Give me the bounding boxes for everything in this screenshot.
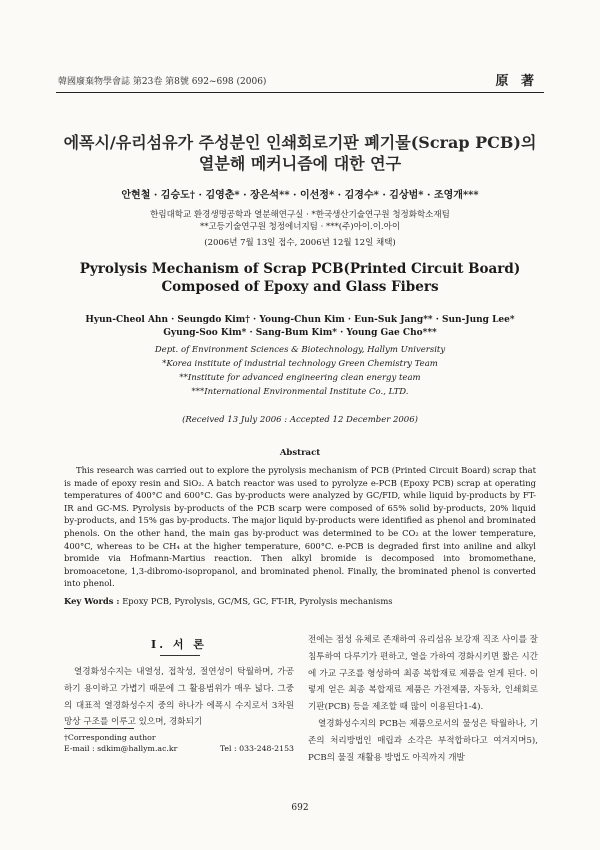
korean-title-line-1: 에폭시/유리섬유가 주성분인 인쇄회로기판 폐기물(Scrap PCB)의 [63,133,537,152]
footnote-contact [64,744,294,753]
english-affiliation-2: *Korea institute of industrial technology Green Chemistry Team [162,359,438,369]
korean-title-line-2: 열분해 메커니즘에 대한 연구 [198,154,402,173]
english-authors-line-2: Gyung-Soo Kim* · Sang-Bum Kim* · Young Gae Cho*** [163,328,437,338]
english-affiliation-4: ***International Environmental Institute Co., LTD. [191,387,409,397]
abstract-heading: Abstract [279,448,321,458]
footnote-corresponding: †Corresponding author [64,733,156,742]
english-affiliation-3: **Institute for advanced engineering clean energy team [179,373,421,383]
korean-authors: 안현철 · 김승도† · 김영춘* · 장은석** · 이선정* · 김경수* · 김상범* · 조영개*** [121,190,479,201]
header-rule [56,92,544,93]
received-dates: (Received 13 July 2006 : Accepted 12 December 2006) [182,415,418,425]
english-title [40,260,560,296]
korean-affiliation-1: 한림대학교 환경생명공학과 열분해연구실 · *한국생산기술연구원 청정화학소재팀 [150,210,450,220]
keywords-label: Key Words : [64,596,120,606]
english-affiliation-1: Dept. of Environment Sciences & Biotechnology, Hallym University [154,345,446,355]
korean-dates: (2006년 7월 13일 접수, 2006년 12월 12일 채택) [204,238,396,248]
korean-affiliation-2: **고등기술연구원 청정에너지팀 · ***(주)아이.이.아이 [199,222,401,232]
footnote [64,733,294,753]
intro-paragraph-1: 열경화성수지는 내열성, 접착성, 절연성이 탁월하며, 가공하기 용이하고 가볍기 때문에 그 활용범위가 매우 넓다. 그중의 대표적 열경화성수지 중의 하나가 에폭시 수지로서 3차원 망상 구조를 이루고 있으며, 경화되기 [64,667,294,728]
page-number: 692 [291,803,309,813]
footnote-rule [64,728,134,729]
journal-header: 韓國廢棄物學會誌 第23卷 第8號 692~698 (2006) [58,77,267,87]
section-heading-rule [160,655,200,656]
korean-title [40,132,560,174]
abstract-text: This research was carried out to explore the pyrolysis mechanism of PCB (Printed Circuit Board) scrap that is made of epoxy resin and SiO₂. A batch reactor was used to pyrolyze e-PCB (Epoxy PCB) scrap at operating temperatures of 400°C and 600°C. Gas by-products were analyzed by GC/FID, while liquid by-products by FT-IR and GC-MS. Pyrolysis by-products of the PCB scarp were composed of 65% solid by-products, 20% liquid by-products, and 15% gas by-products. The major liquid by-products were identified as phenol and brominated phenols. On the other hand, the main gas by-product was determined to be CO₂ at the lower temperature, 400°C, whereas to be CH₄ at the higher temperature, 600°C. e-PCB is degraded first into aniline and alkyl bromide via Hofmann-Martius reaction. Then alkyl bromide is decomposed into bromomethane, bromoacetone, 1,3-dibromo-isopropanol, and brominated phenol. Finally, the brominated phenol is converted into phenol. [64,465,536,589]
english-authors [40,314,560,340]
footnote-email: E-mail : sdkim@hallym.ac.kr [64,744,178,753]
english-authors-line-1: Hyun-Cheol Ahn · Seungdo Kim† · Young-Chun Kim · Eun-Suk Jang** · Sun-Jung Lee* [85,315,515,325]
english-title-line-2: Composed of Epoxy and Glass Fibers [161,279,439,295]
article-type-label: 原 著 [495,74,538,89]
intro-right-column [308,632,538,766]
footnote-tel: Tel : 033-248-2153 [219,744,294,753]
intro-left-column [64,664,294,731]
intro-paragraph-2: 전에는 점성 유체로 존재하여 유리섬유 보강재 직조 사이를 잘 침투하여 다루기가 편하고, 열을 가하여 경화시키면 짧은 시간에 가교 구조를 형성하여 최종 복합재료 제품을 얻게 된다. 이렇게 얻은 최종 복합재료 제품은 가전제품, 자동차, 인쇄회로기판(PCB) 등을 제조할 때 많이 이용된다1-4). [308,635,538,713]
keywords-list: Epoxy PCB, Pyrolysis, GC/MS, GC, FT-IR, Pyrolysis mechanisms [122,596,393,606]
intro-paragraph-3: 열경화성수지의 PCB는 제품으로서의 물성은 탁월하나, 기존의 처리방법인 매립과 소각은 부적합하다고 여겨지며5), PCB의 물질 재활용 방법도 아직까지 개발 [308,718,538,763]
keywords [64,596,393,606]
english-title-line-1: Pyrolysis Mechanism of Scrap PCB(Printed Circuit Board) [79,261,521,277]
abstract-body [64,464,536,590]
section-heading: I. 서 론 [151,638,207,651]
